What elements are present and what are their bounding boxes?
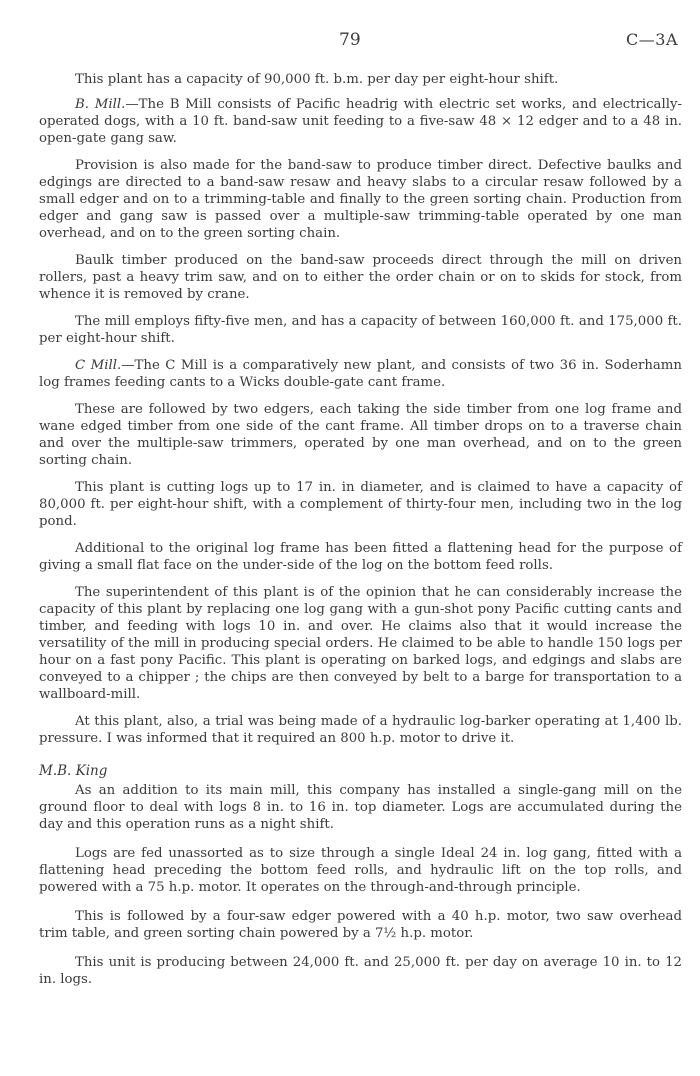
page-number: 79 (339, 30, 361, 50)
paragraph-log-barker: At this plant, also, a trial was being made of a hydraulic log-barker operating at 1,400 lb. pressure. I was informed that it required an 800 h.p. motor to drive it. (39, 714, 682, 746)
section-heading-mb-king: M.B. King (39, 763, 108, 779)
paragraph-flattening-head: Additional to the original log frame has been fitted a flattening head for the purpose of giving a small flat face on the under-side of the log on the bottom feed rolls. (39, 541, 682, 573)
paragraph-cutting-logs: This plant is cutting logs up to 17 in. in diameter, and is claimed to have a capacity of 80,000 ft. per eight-hour shift, with a complement of thirty-four men, including two in the log pond. (39, 480, 682, 529)
page-body (39, 71, 682, 1000)
paragraph-mb-king-addition: As an addition to its main mill, this company has installed a single-gang mill on the ground floor to deal with logs 8 in. to 16 in. top diameter. Logs are accumulated during the day and this operation runs as a night shift. (39, 783, 682, 832)
paragraph-baulk-timber: Baulk timber produced on the band-saw proceeds direct through the mill on driven rollers, past a heavy trim saw, and on to either the order chain or on to skids for stock, from whence it is removed by crane. (39, 253, 682, 302)
paragraph-provision: Provision is also made for the band-saw to produce timber direct. Defective baulks and edgings are directed to a band-saw resaw and heavy slabs to a circular resaw followed by a small edger and on to a trimming-table and finally to the green sorting chain. Production from edger and gang saw is passed over a multiple-saw trimming-table operated by one man overhead, and on to the green sorting chain. (39, 158, 682, 241)
page-header (0, 30, 700, 54)
paragraph-edgers: These are followed by two edgers, each taking the side timber from one log frame and wane edged timber from one side of the cant frame. All timber drops on to a traverse chain and over the multiple-saw trimmers, operated by one man overhead, and on to the green sorting chain. (39, 402, 682, 468)
paragraph-mb-king-edger: This is followed by a four-saw edger powered with a 40 h.p. motor, two saw overhead trim table, and green sorting chain powered by a 7½ h.p. motor. (39, 909, 682, 941)
paragraph-superintendent: The superintendent of this plant is of the opinion that he can considerably increase the capacity of this plant by replacing one log gang with a gun-shot pony Pacific cutting cants and timber, and feeding with logs 10 in. and over. He claims also that it would increase the versatility of the mill in producing special orders. He claimed to be able to handle 150 logs per hour on a fast pony Pacific. This plant is operating on barked logs, and edgings and slabs are conveyed to a chipper ; the chips are then conveyed by belt to a barge for transportation to a wallboard-mill. (39, 585, 682, 702)
run-in-heading-c-mill: C Mill. (75, 358, 122, 373)
paragraph-mb-king-log-gang: Logs are fed unassorted as to size through a single Ideal 24 in. log gang, fitted with a flattening head preceding the bottom feed rolls, and hydraulic lift on the top rolls, and powered with a 75 h.p. motor. It operates on the through-and-through principle. (39, 846, 682, 895)
paragraph-c-mill: C Mill.—The C Mill is a comparatively new plant, and consists of two 36 in. Soderhamn log frames feeding cants to a Wicks double-gate cant frame. (39, 358, 682, 390)
run-in-heading-b-mill: B. Mill. (75, 97, 126, 112)
paragraph-b-mill: B. Mill.—The B Mill consists of Pacific headrig with electric set works, and electrically-operated dogs, with a 10 ft. band-saw unit feeding to a five-saw 48 × 12 edger and to a 48 in. open-gate gang saw. (39, 97, 682, 146)
paragraph-capacity-intro: This plant has a capacity of 90,000 ft. b.m. per day per eight-hour shift. (75, 72, 559, 87)
paragraph-mb-king-production: This unit is producing between 24,000 ft. and 25,000 ft. per day on average 10 in. to 12 in. logs. (39, 955, 682, 987)
section-reference: C—3A (626, 30, 678, 49)
paragraph-mill-employs: The mill employs fifty-five men, and has a capacity of between 160,000 ft. and 175,000 ft. per eight-hour shift. (39, 314, 682, 346)
